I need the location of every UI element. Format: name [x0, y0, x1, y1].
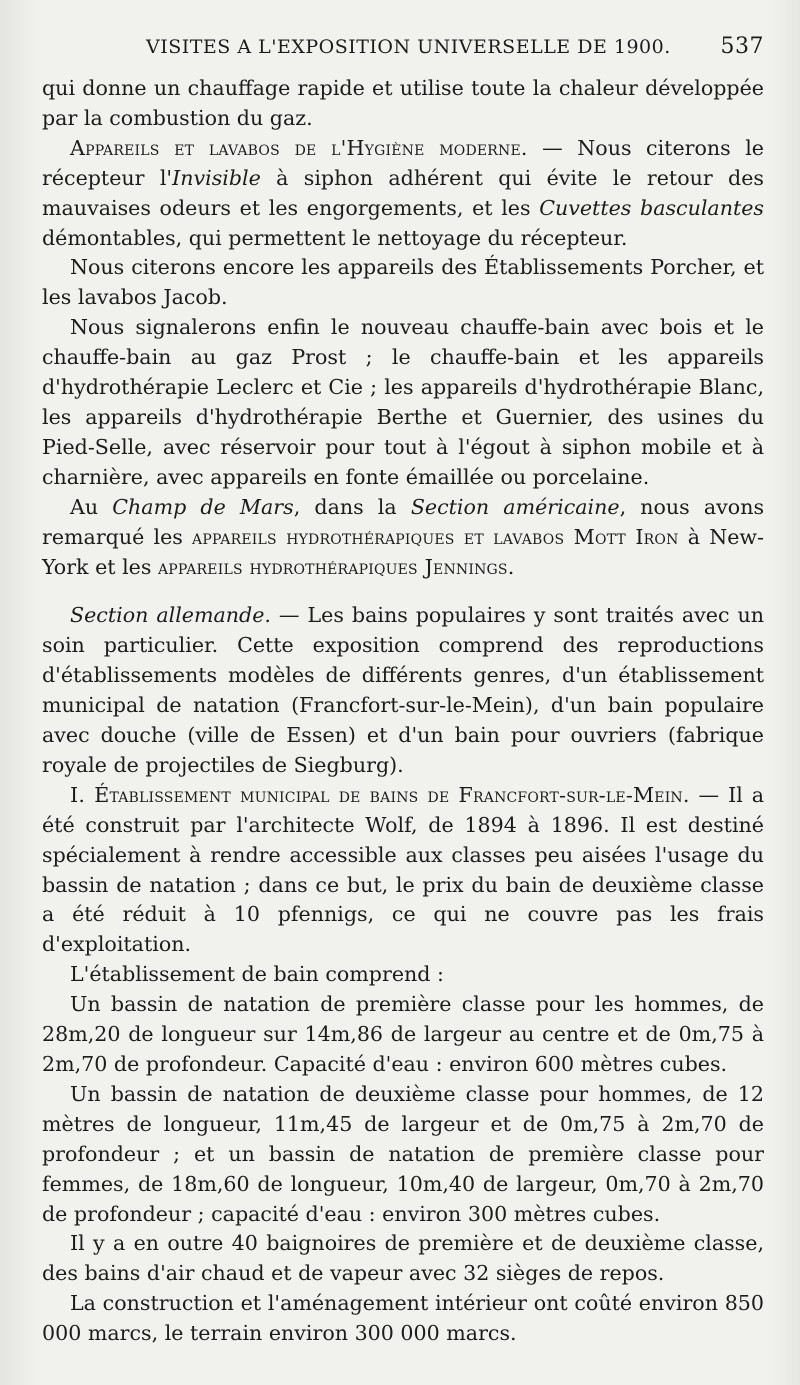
text-run: La construction et l'aménagement intérieur ont coûté environ 850 000 marcs, le terrain environ 300 000 marcs. [42, 1291, 764, 1346]
text-run: , nous avons remarqué les [42, 494, 765, 549]
paragraph [42, 253, 764, 313]
paragraph [42, 493, 764, 583]
text-run: Un bassin de natation de deuxième classe pour hommes, de 12 mètres de longueur, 11m,45 de largeur et de 0m,75 à 2m,70 de profondeur ; et un bassin de natation de première classe pour femmes, de 18m,60 de longueur, 10m,40 de largeur, 0m,70 à 2m,70 de profondeur ; capacité d'eau : environ 300 mètres cubes. [42, 1081, 764, 1226]
text-run: — Les bains populaires y sont traités avec un soin particulier. Cette exposition comprend des reproductions d'établissements modèles de différents genres, d'un établissement municipal de natation (Francfort-sur-le-Mein), d'un bain populaire avec douche (ville de Essen) et d'un bain pour ouvriers (fabrique royale de projectiles de Siegburg). [42, 603, 764, 777]
running-header [60, 34, 764, 59]
paragraph [42, 1229, 764, 1289]
page-number: 537 [720, 34, 764, 59]
text-run: démontables, qui permettent le nettoyage du récepteur. [42, 225, 628, 250]
paragraph [42, 74, 764, 134]
page-body [42, 74, 764, 1349]
paragraph [42, 1080, 764, 1230]
paragraph [42, 781, 764, 960]
running-title: VISITES A L'EXPOSITION UNIVERSELLE DE 1900. [146, 36, 671, 58]
text-run: Section américaine [410, 494, 620, 519]
text-run: — Nous citerons le récepteur l' [42, 135, 764, 190]
text-run: Nous signalerons enfin le nouveau chauffe-bain avec bois et le chauffe-bain au gaz Prost ; le chauffe-bain et les appareils d'hydrothérapie Leclerc et Cie ; les appareils d'hydrothérapie Blanc, les appareils d'hydrothérapie Berthe et Guernier, des usines du Pied-Selle, avec réservoir pour tout à l'égout à siphon mobile et à charnière, avec appareils en fonte émaillée ou porcelaine. [42, 315, 764, 489]
text-run: , dans la [293, 494, 411, 519]
text-run: Champ de Mars [112, 494, 294, 519]
paragraph [42, 990, 764, 1080]
text-run: Nous citerons encore les appareils des Établissements Porcher, et les lavabos Jacob. [42, 255, 764, 310]
text-run: appareils hydrothérapiques Jennings [157, 554, 508, 579]
text-run: appareils hydrothérapiques et lavabos Mott Iron [192, 524, 679, 549]
text-run: L'établissement de bain comprend : [70, 962, 444, 987]
text-run: Section allemande. [70, 603, 271, 628]
text-run: I. Établissement municipal de bains de Francfort-sur-le-Mein. [70, 782, 690, 807]
paragraph [42, 960, 764, 990]
paragraph [42, 134, 764, 254]
text-run: à New-York et les [42, 524, 765, 579]
text-run: Appareils et lavabos de l'Hygiène moderne. [70, 135, 528, 160]
text-run: à siphon adhérent qui évite le retour des mauvaises odeurs et les engorgements, et les [42, 165, 764, 220]
paragraph [42, 601, 764, 780]
text-run: Un bassin de natation de première classe pour les hommes, de 28m,20 de longueur sur 14m,86 de largeur au centre et de 0m,75 à 2m,70 de profondeur. Capacité d'eau : environ 600 mètres cubes. [42, 992, 764, 1076]
text-run: Il y a en outre 40 baignoires de première et de deuxième classe, des bains d'air chaud et de vapeur avec 32 sièges de repos. [42, 1231, 764, 1286]
text-run: Invisible [172, 165, 261, 190]
text-run: — Il a été construit par l'architecte Wolf, de 1894 à 1896. Il est destiné spécialement à rendre accessible aux classes peu aisées l'usage du bassin de natation ; dans ce but, le prix du bain de deuxième classe a été réduit à 10 pfennigs, ce qui ne couvre pas les frais d'exploitation. [42, 782, 765, 957]
text-run: Au [70, 494, 113, 519]
paragraph [42, 313, 764, 492]
text-run: Cuvettes basculantes [539, 195, 764, 220]
text-run: qui donne un chauffage rapide et utilise toute la chaleur développée par la combustion du gaz. [42, 76, 764, 130]
paragraph [42, 1289, 764, 1349]
text-run: . [507, 554, 515, 579]
